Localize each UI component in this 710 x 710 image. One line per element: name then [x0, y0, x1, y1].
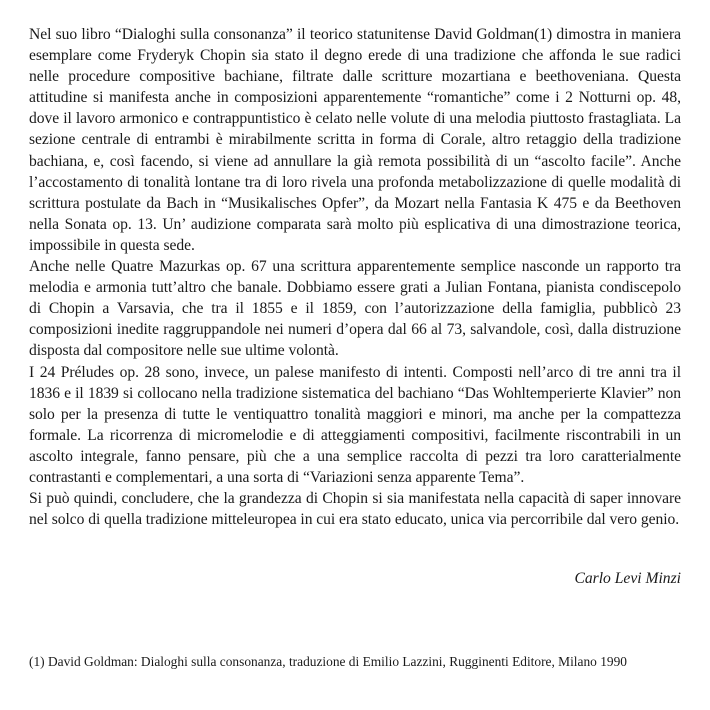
author-signature: Carlo Levi Minzi: [574, 570, 681, 587]
paragraph-mazurkas-op67: Anche nelle Quatre Mazurkas op. 67 una scrittura apparentemente semplice nasconde un rapporto tra melodia e armonia tutt’altro che banale. Dobbiamo essere grati a Julian Fontana, pianista condiscepolo di Chopin a Varsavia, che tra il 1855 e il 1859, con l’autorizzazione della famiglia, pubblicò 23 composizioni inedite raggruppandole nei numeri d’opera dal 66 al 73, salvandole, così, dalla distruzione disposta dal compositore nelle sue ultime volontà.: [29, 258, 681, 360]
footnote: (1) David Goldman: Dialoghi sulla consonanza, traduzione di Emilio Lazzini, Rugginenti Editore, Milano 1990: [29, 654, 627, 669]
article-body: [29, 24, 681, 530]
paragraph-chopin-bach-tradition: Nel suo libro “Dialoghi sulla consonanza” il teorico statunitense David Goldman(1) dimostra in maniera esemplare come Fryderyk Chopin sia stato il degno erede di una tradizione che affonda le sue radici nelle procedure compositive bachiane, filtrate dalle scritture mozartiana e beethoveniana. Questa attitudine si manifesta anche in composizioni apparentemente “romantiche” come i 2 Notturni op. 48, dove il lavoro armonico e contrappuntistico è celato nelle volute di una melodia piuttosto frastagliata. La sezione centrale di entrambi è mirabilmente scritta in forma di Corale, altro retaggio della tradizione bachiana, e, così facendo, si viene ad annullare la già remota possibilità di un “ascolto facile”. Anche l’accostamento di tonalità lontane tra di loro rivela una profonda metabolizzazione di quelle modalità di scrittura postulate da Bach in “Musikalisches Opfer”, da Mozart nella Fantasia K 475 e da Beethoven nella Sonata op. 13. Un’ audizione comparata sarà molto più esplicativa di una dimostrazione teorica, impossibile in questa sede.: [29, 26, 681, 254]
paragraph-conclusion: Si può quindi, concludere, che la grandezza di Chopin si sia manifestata nella capacità di saper innovare nel solco di quella tradizione mitteleuropea in cui era stato educato, unica via percorribile dal vero genio.: [29, 490, 681, 529]
paragraph-preludes-op28: I 24 Préludes op. 28 sono, invece, un palese manifesto di intenti. Composti nell’arco di tre anni tra il 1836 e il 1839 si collocano nella tradizione sistematica del bachiano “Das Wohltemperierte Klavier” non solo per la presenza di tutte le ventiquattro tonalità maggiori e minori, ma anche per la compattezza formale. La ricorrenza di micromelodie e di atteggiamenti compositivi, facilmente riscontrabili in un ascolto integrale, fanno pensare, più che a una semplice raccolta di pezzi tra loro caratterialmente contrastanti e complementari, a una sorta di “Variazioni senza apparente Tema”.: [29, 363, 681, 486]
